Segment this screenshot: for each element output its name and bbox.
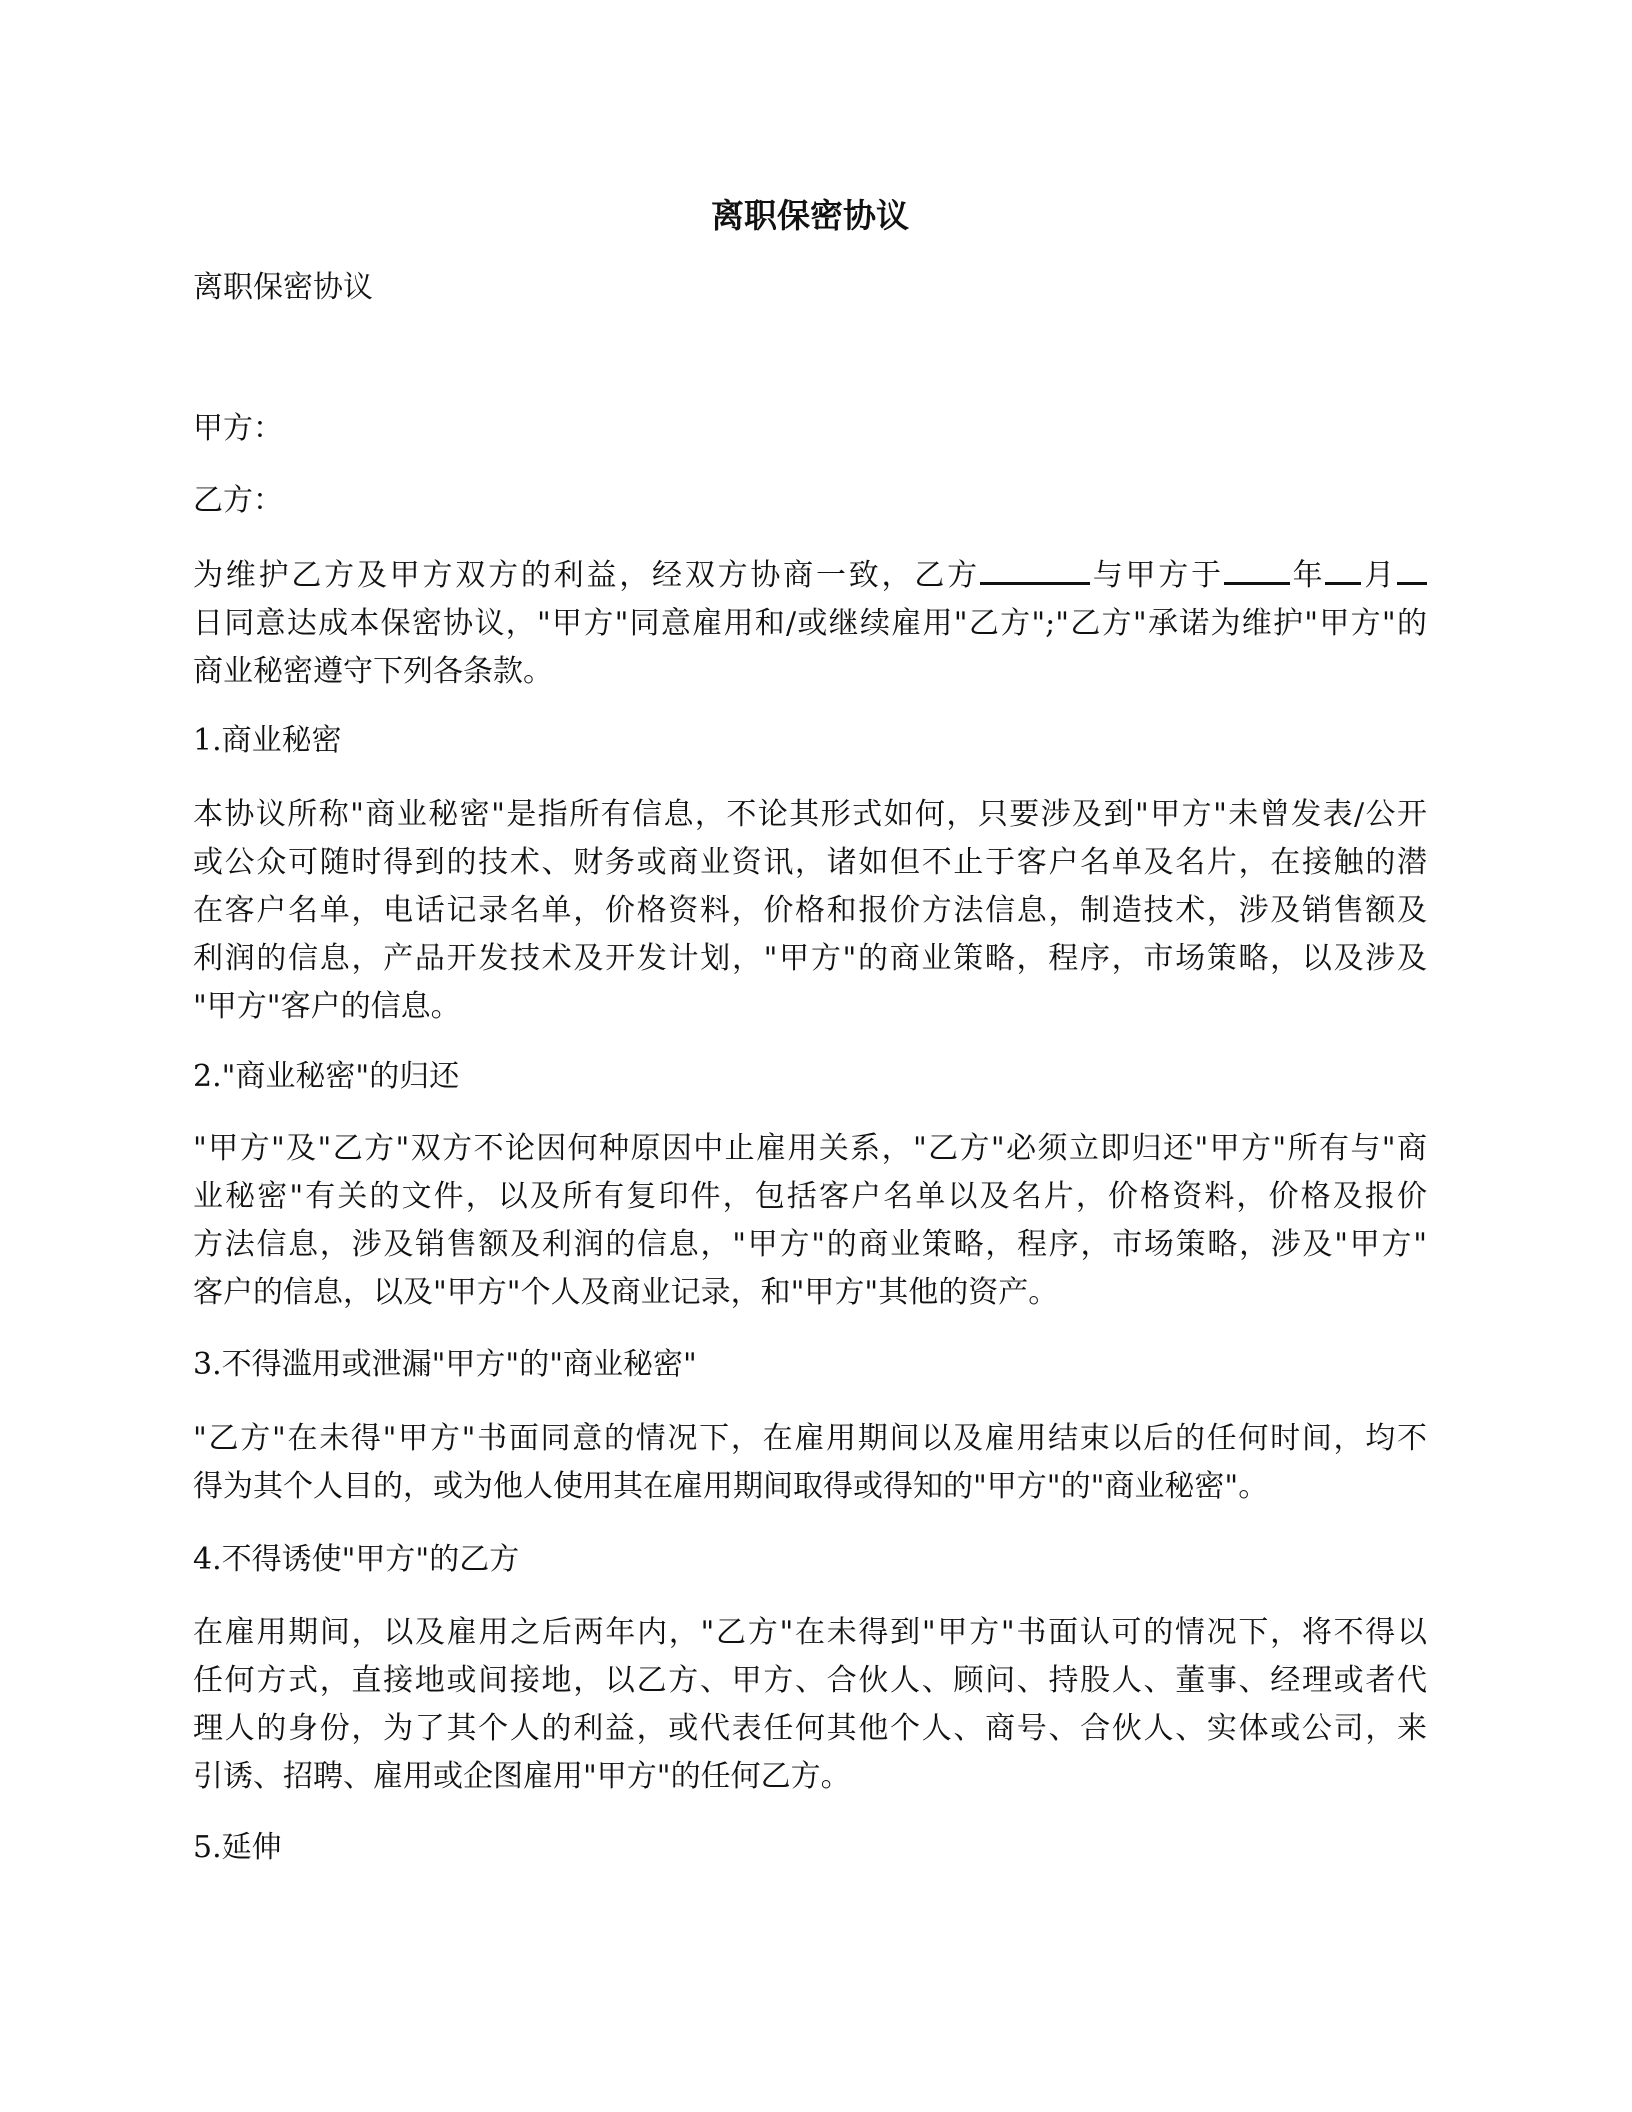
paragraph-line: 在客户名单，电话记录名单，价格资料，价格和报价方法信息，制造技术，涉及销售额及 xyxy=(193,893,1427,928)
section-heading: 3.不得滥用或泄漏"甲方"的"商业秘密" xyxy=(193,1347,697,1382)
intro-line-2: 日同意达成本保密协议，"甲方"同意雇用和/或继续雇用"乙方";"乙方"承诺为维护"甲方"的 xyxy=(193,606,1427,641)
paragraph-line: 利润的信息，产品开发技术及开发计划，"甲方"的商业策略，程序，市场策略，以及涉及 xyxy=(193,941,1427,976)
paragraph-line: 客户的信息，以及"甲方"个人及商业记录，和"甲方"其他的资产。 xyxy=(193,1275,1059,1310)
intro-text: 年 xyxy=(1289,558,1326,593)
intro-text: 月 xyxy=(1361,558,1398,593)
intro-text: 为维护乙方及甲方双方的利益，经双方协商一致，乙方 xyxy=(193,558,980,593)
blank-year xyxy=(1224,556,1290,585)
section-heading: 2."商业秘密"的归还 xyxy=(193,1059,460,1094)
intro-line-1 xyxy=(193,552,1427,600)
section-heading: 4.不得诱使"甲方"的乙方 xyxy=(193,1542,520,1577)
paragraph-line: 本协议所称"商业秘密"是指所有信息，不论其形式如何，只要涉及到"甲方"未曾发表/公开 xyxy=(193,797,1427,832)
section-heading: 1.商业秘密 xyxy=(193,723,342,758)
section-paragraph xyxy=(193,791,1427,1031)
paragraph-line: "甲方"及"乙方"双方不论因何种原因中止雇用关系，"乙方"必须立即归还"甲方"所有与"商 xyxy=(193,1131,1427,1166)
document-title: 离职保密协议 xyxy=(711,196,909,235)
blank-day xyxy=(1397,556,1427,585)
paragraph-line: 理人的身份，为了其个人的利益，或代表任何其他个人、商号、合伙人、实体或公司，来 xyxy=(193,1711,1427,1746)
paragraph-line: 方法信息，涉及销售额及利润的信息，"甲方"的商业策略，程序，市场策略，涉及"甲方" xyxy=(193,1227,1427,1262)
paragraph-line: "乙方"在未得"甲方"书面同意的情况下，在雇用期间以及雇用结束以后的任何时间，均不 xyxy=(193,1421,1427,1456)
blank-month xyxy=(1325,556,1361,585)
blank-field xyxy=(980,556,1090,585)
paragraph-line: 业秘密"有关的文件，以及所有复印件，包括客户名单以及名片，价格资料，价格及报价 xyxy=(193,1179,1427,1214)
paragraph-line: "甲方"客户的信息。 xyxy=(193,989,461,1024)
intro-line-3: 商业秘密遵守下列各条款。 xyxy=(193,654,553,689)
paragraph-line: 引诱、招聘、雇用或企图雇用"甲方"的任何乙方。 xyxy=(193,1759,851,1794)
section-paragraph xyxy=(193,1415,1427,1511)
paragraph-line: 或公众可随时得到的技术、财务或商业资讯，诸如但不止于客户名单及名片，在接触的潜 xyxy=(193,845,1427,880)
subtitle: 离职保密协议 xyxy=(193,270,373,305)
paragraph-line: 得为其个人目的，或为他人使用其在雇用期间取得或得知的"甲方"的"商业秘密"。 xyxy=(193,1469,1269,1504)
intro-paragraph xyxy=(193,552,1427,696)
party-b-label: 乙方： xyxy=(193,483,283,518)
intro-text: 与甲方于 xyxy=(1089,558,1224,593)
paragraph-line: 在雇用期间，以及雇用之后两年内，"乙方"在未得到"甲方"书面认可的情况下，将不得以 xyxy=(193,1615,1427,1650)
section-paragraph xyxy=(193,1125,1427,1317)
section-heading: 5.延伸 xyxy=(193,1830,282,1865)
party-a-label: 甲方： xyxy=(193,411,283,446)
paragraph-line: 任何方式，直接地或间接地，以乙方、甲方、合伙人、顾问、持股人、董事、经理或者代 xyxy=(193,1663,1427,1698)
section-paragraph xyxy=(193,1609,1427,1801)
